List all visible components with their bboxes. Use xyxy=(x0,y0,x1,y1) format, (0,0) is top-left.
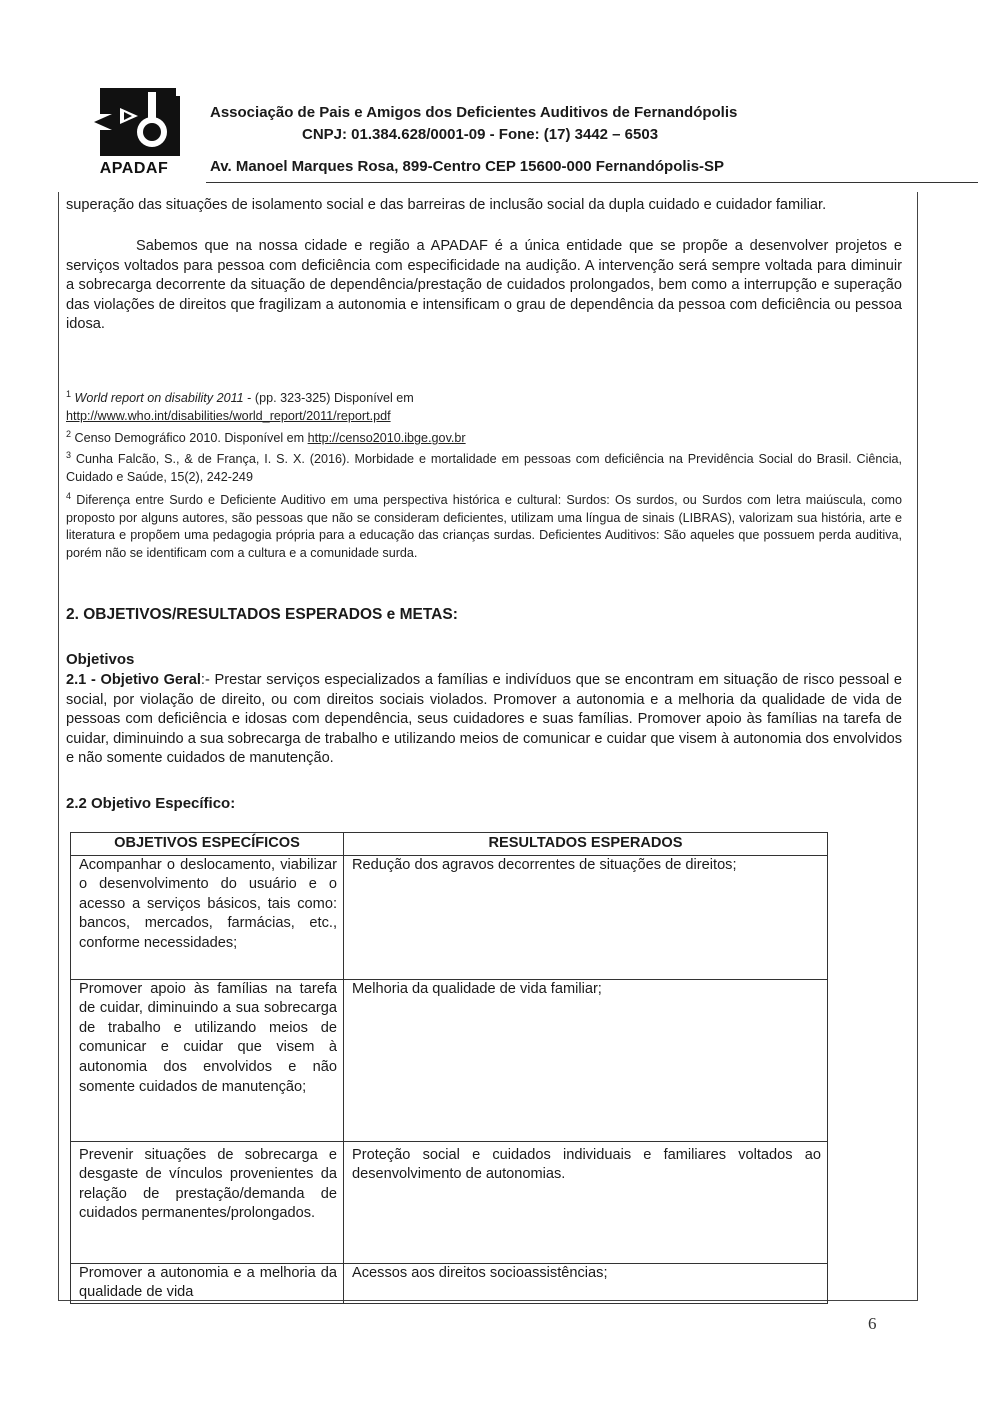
table-cell-objetivo: Promover a autonomia e a melhoria da qualidade de vida xyxy=(71,1263,344,1303)
table-cell-resultado: Redução dos agravos decorrentes de situações de direitos; xyxy=(344,855,828,979)
table-row xyxy=(71,855,828,979)
column-header-objetivos: OBJETIVOS ESPECÍFICOS xyxy=(71,833,344,856)
objetivo-geral-label: Objetivo Geral xyxy=(100,672,201,688)
address: Av. Manoel Marques Rosa, 899-Centro CEP 15600-000 Fernandópolis-SP xyxy=(210,158,725,175)
apadaf-logo-icon xyxy=(90,78,190,160)
apadaf-logo xyxy=(78,78,190,186)
objetivo-geral-text: :- Prestar serviços especializados a famílias e indivíduos que se encontram em situação de risco pessoal e social, por violação de direito, ou com direitos sociais violados. Promover a autonomia e a melhoria da qualidade de vida de pessoas com deficiência e idosas com dependência, seus cuidadores e suas famílias. Promover apoio às famílias na tarefa de cuidar, diminuindo a sua sobrecarga de trabalho e utilizando meios de comunicar e cuidar que visem à autonomia dos envolvidos e não somente cuidados de manutenção. xyxy=(66,672,903,767)
page-number: 6 xyxy=(868,1314,877,1333)
objetivos-heading: Objetivos xyxy=(66,651,135,668)
footnote-1 xyxy=(66,386,902,425)
paragraph-continuation: superação das situações de isolamento social e das barreiras de inclusão social da dupla cuidado e cuidador familiar. xyxy=(66,197,827,213)
footnote-4-text: Diferença entre Surdo e Deficiente Auditivo em uma perspectiva histórica e cultural: Surdos: Os surdos, ou Surdos com letra maiúscula, como proposto por alguns autores, são pessoas que não se consideram deficientes, utilizam uma língua de sinais (LIBRAS), valorizam sua história, arte e literatura e propõem uma pedagogia própria para a educação das crianças surdas. Deficientes Auditivos: São aqueles que possuem perda auditiva, porém não se identificam com a cultura e a comunidade surda. xyxy=(66,493,903,560)
footnote-2-number: 2 xyxy=(66,429,72,439)
table-cell-resultado: Proteção social e cuidados individuais e familiares voltados ao desenvolvimento de autonomias. xyxy=(344,1141,828,1263)
table-cell-resultado: Acessos aos direitos socioassistências; xyxy=(344,1263,828,1303)
footnote-2-link[interactable]: http://censo2010.ibge.gov.br xyxy=(307,431,466,446)
section-title: 2. OBJETIVOS/RESULTADOS ESPERADOS e METAS: xyxy=(66,606,458,623)
table-row xyxy=(71,979,828,1141)
objetivo-geral-paragraph xyxy=(66,671,902,769)
footnote-3-number: 3 xyxy=(66,450,72,460)
footnote-4 xyxy=(66,488,902,562)
table-cell-objetivo: Promover apoio às famílias na tarefa de cuidar, diminuindo a sua sobrecarga de trabalho e utilizando meios de comunicar e cuidar que visem à autonomia dos envolvidos e não somente cuidados de manutenção; xyxy=(71,979,344,1141)
footnote-3-text: Cunha Falcão, S., & de França, I. S. X. (2016). Morbidade e mortalidade em pessoas com deficiência na Previdência Social do Brasil. Ciência, Cuidado e Saúde, 15(2), 242-249 xyxy=(66,452,902,484)
table-cell-resultado: Melhoria da qualidade de vida familiar; xyxy=(344,979,828,1141)
table-cell-objetivo: Acompanhar o deslocamento, viabilizar o desenvolvimento do usuário e o acesso a serviços básicos, tais como: bancos, mercados, farmácias, etc., conforme necessidades; xyxy=(71,855,344,979)
association-name: Associação de Pais e Amigos dos Deficientes Auditivos de Fernandópolis xyxy=(210,104,738,121)
footnote-1-number: 1 xyxy=(66,389,72,399)
objectives-table xyxy=(70,832,828,1304)
objetivo-especifico-heading: 2.2 Objetivo Específico: xyxy=(66,795,236,812)
footnote-1-title: World report on disability 2011 xyxy=(74,391,244,406)
footnote-2 xyxy=(66,426,902,448)
column-header-resultados: RESULTADOS ESPERADOS xyxy=(344,833,828,856)
table-row xyxy=(71,1141,828,1263)
footnote-1-text: - (pp. 323-325) Disponível em xyxy=(243,391,414,406)
footnote-2-text: Censo Demográfico 2010. Disponível em xyxy=(74,431,308,446)
table-row xyxy=(71,1263,828,1303)
logo-text: APADAF xyxy=(99,160,169,177)
table-cell-objetivo: Prevenir situações de sobrecarga e desgaste de vínculos provenientes da relação de prestação/demanda de cuidados permanentes/prolongados. xyxy=(71,1141,344,1263)
paragraph-apadaf: Sabemos que na nossa cidade e região a APADAF é a única entidade que se propõe a desenvolver projetos e serviços voltados para pessoa com deficiência com especificidade na audição. A intervenção será sempre voltada para diminuir a sobrecarga decorrente da situação de dependência/prestação de cuidados prolongados, bem como a interrupção e superação das violações de direitos que fragilizam a autonomia e intensificam o grau de dependência da pessoa com deficiência ou pessoa idosa. xyxy=(66,238,902,333)
cnpj-phone: CNPJ: 01.384.628/0001-09 - Fone: (17) 3442 – 6503 xyxy=(302,126,659,143)
letterhead xyxy=(70,78,910,188)
table-header-row xyxy=(71,833,828,856)
footnote-4-number: 4 xyxy=(66,491,72,501)
objetivo-geral-number: 2.1 - xyxy=(66,672,101,688)
header-divider xyxy=(206,182,978,183)
footnote-1-link[interactable]: http://www.who.int/disabilities/world_report/2011/report.pdf xyxy=(66,408,391,423)
footnote-3 xyxy=(66,447,902,486)
